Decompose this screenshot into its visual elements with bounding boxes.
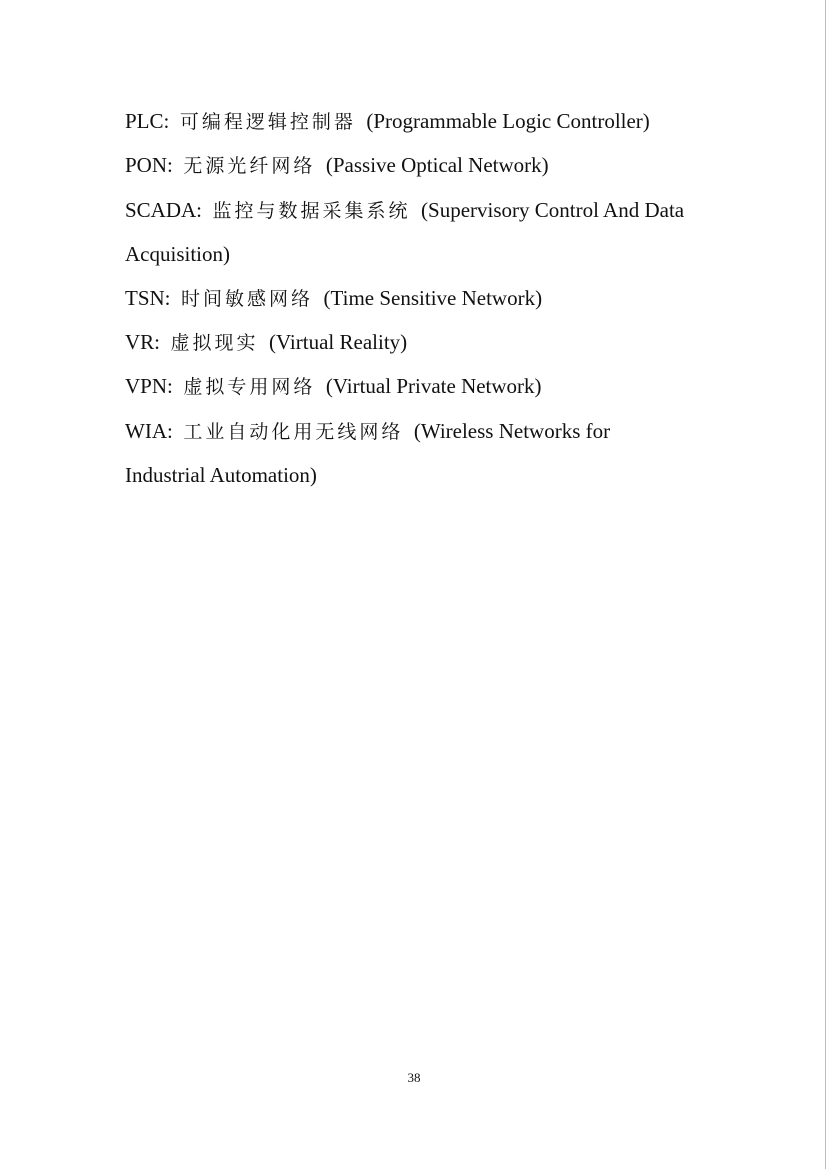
abbreviation-english: (Passive Optical Network)	[325, 153, 549, 178]
abbreviation-english: (Virtual Reality)	[269, 330, 408, 355]
abbreviation-term: VR:	[125, 330, 161, 355]
abbreviation-chinese: 虚拟现实	[170, 332, 259, 355]
abbreviation-english: (Supervisory Control And Data Acquisition)	[125, 197, 685, 267]
abbreviation-term: PLC:	[125, 109, 170, 133]
abbreviation-english: (Virtual Private Network)	[325, 374, 542, 399]
abbreviation-entry-vr	[125, 321, 685, 365]
abbreviation-english: (Time Sensitive Network)	[323, 285, 543, 310]
abbreviation-entry-plc	[125, 100, 685, 144]
abbreviation-chinese: 工业自动化用无线网络	[183, 420, 404, 443]
abbreviation-term: WIA:	[125, 418, 173, 443]
abbreviation-entry-vpn	[125, 365, 685, 409]
abbreviation-term: SCADA:	[125, 197, 203, 222]
abbreviation-chinese: 虚拟专用网络	[183, 376, 316, 399]
abbreviation-entry-wia	[125, 410, 685, 498]
abbreviation-english: (Programmable Logic Controller)	[366, 109, 650, 133]
abbreviation-term: TSN:	[125, 285, 171, 310]
abbreviation-term: PON:	[125, 153, 173, 178]
page-number: 38	[407, 1070, 421, 1085]
abbreviation-list	[125, 100, 685, 498]
page-edge-divider	[825, 0, 826, 1169]
abbreviation-chinese: 可编程逻辑控制器	[179, 111, 356, 133]
abbreviation-chinese: 无源光纤网络	[183, 155, 316, 178]
abbreviation-chinese: 监控与数据采集系统	[212, 199, 411, 222]
abbreviation-entry-scada	[125, 189, 685, 277]
abbreviation-term: VPN:	[125, 374, 173, 399]
abbreviation-entry-tsn	[125, 277, 685, 321]
abbreviation-english: (Wireless Networks for Industrial Automation)	[125, 418, 611, 488]
abbreviation-entry-pon	[125, 144, 685, 188]
abbreviation-chinese: 时间敏感网络	[181, 287, 314, 310]
